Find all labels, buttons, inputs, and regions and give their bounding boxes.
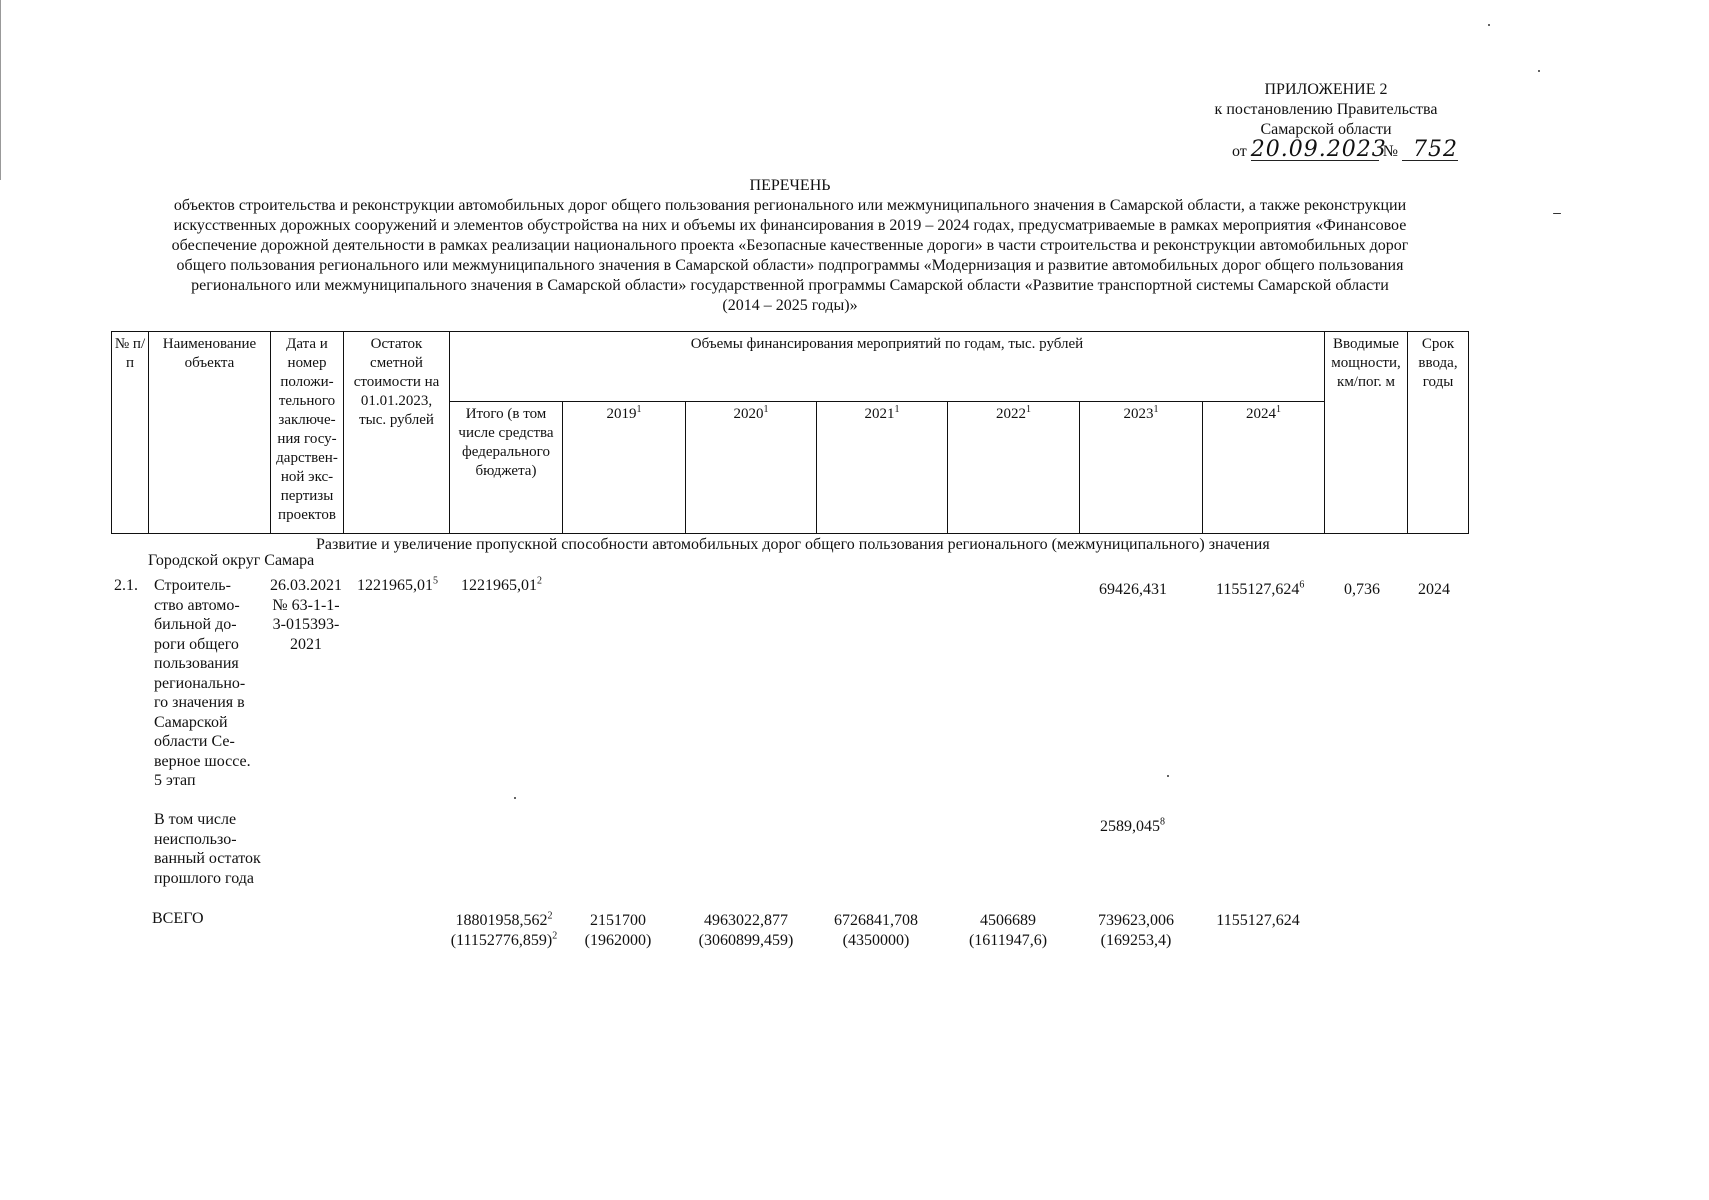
value: 1221965,01 — [357, 577, 433, 594]
scan-speck — [1538, 70, 1540, 72]
date-prefix: от — [1231, 143, 1247, 160]
row-number: 2.1. — [114, 577, 138, 594]
scan-speck — [1553, 213, 1561, 214]
header-num: № п/п — [112, 332, 149, 534]
section-title: Развитие и увеличение пропускной способности автомобильных дорог общего пользования регионального (межмуниципального) значения — [316, 536, 1270, 553]
value: 1155127,624 — [1216, 912, 1300, 929]
header-year — [1080, 402, 1203, 534]
remain-value — [357, 576, 438, 596]
name-line: Строитель- — [154, 577, 231, 594]
date-line: № 63-1-1- — [272, 596, 340, 614]
unused-remainder-label — [154, 810, 274, 888]
name-line: бильной до- — [154, 616, 237, 633]
value: 18801958,562 — [455, 912, 548, 929]
value: 4506689 — [980, 912, 1036, 929]
total-2020 — [686, 911, 806, 950]
name-line: ство автомо- — [154, 596, 240, 614]
appendix-line-2: Самарской области — [1260, 121, 1392, 138]
footnote: 2 — [552, 930, 558, 942]
name-line: области Се- — [154, 733, 235, 750]
year-label: 2020 — [733, 406, 764, 422]
header-year — [817, 402, 948, 534]
date-line: 3-015393- — [272, 616, 340, 633]
subtitle-line: регионального или межмуниципального значения в Самарской области» государственной программы Самарской области «Развитие транспортной системы Самарской области — [191, 277, 1389, 294]
header-year — [1203, 402, 1325, 534]
footnote: 1 — [1276, 404, 1281, 415]
header-date: Дата и номер положи-тельного заключе-ния госу-дарствен-ной экс-пертизы проектов — [271, 332, 344, 534]
year-label: 2019 — [606, 406, 637, 422]
footnote: 2 — [537, 575, 542, 587]
header-funding: Объемы финансирования мероприятий по годам, тыс. рублей — [450, 332, 1325, 402]
number-prefix: № — [1382, 143, 1398, 160]
y2024-value — [1216, 580, 1304, 600]
value: 2151700 — [590, 912, 646, 929]
value: 1221965,01 — [461, 577, 537, 594]
appendix-date-line — [1196, 137, 1458, 162]
fed-value: (1611947,6) — [968, 931, 1048, 949]
name-line: го значения в — [154, 694, 245, 711]
header-year — [563, 402, 686, 534]
fed-value: (1962000) — [584, 931, 652, 949]
header-year — [686, 402, 817, 534]
footnote: 1 — [636, 404, 642, 415]
scan-edge — [0, 0, 1, 180]
year-label: 2022 — [996, 406, 1026, 422]
value: 4963022,877 — [704, 912, 788, 929]
term-value: 2024 — [1418, 581, 1450, 598]
total-2024 — [1198, 911, 1318, 931]
appendix-line-1: к постановлению Правительства — [1214, 101, 1438, 118]
year-label: 2024 — [1246, 406, 1276, 422]
capacity-value: 0,736 — [1344, 581, 1380, 598]
expertise-date — [266, 576, 346, 654]
header-total: Итого (в том числе средства федерального бюджета) — [450, 402, 563, 534]
name-line: ванный остаток — [154, 850, 261, 867]
header-name: Наименование объекта — [149, 332, 271, 534]
document-heading: ПЕРЕЧЕНЬ — [749, 177, 831, 194]
name-line: регионально- — [154, 674, 246, 692]
fed-value: (11152776,859) — [450, 931, 553, 949]
appendix-block — [1196, 80, 1456, 162]
fed-value: (3060899,459) — [698, 931, 794, 949]
footnote: 6 — [1299, 579, 1305, 591]
name-line: верное шоссе. — [154, 752, 251, 770]
value: 6726841,708 — [834, 912, 918, 929]
scan-speck — [514, 797, 516, 799]
table-header — [111, 331, 1469, 534]
name-line: неиспользо- — [154, 830, 237, 848]
handwritten-number: 752 — [1402, 140, 1458, 161]
subtitle-line: объектов строительства и реконструкции автомобильных дорог общего пользования регионального или межмуниципального значения в Самарской области, а также реконструкции — [173, 197, 1407, 214]
header-remain: Остаток сметной стоимости на 01.01.2023, тыс. рублей — [344, 332, 450, 534]
total-value — [461, 576, 542, 596]
value: 1155127,624 — [1216, 581, 1300, 598]
year-label: 2021 — [864, 406, 895, 422]
total-2022 — [948, 911, 1068, 950]
footnote: 1 — [894, 404, 900, 415]
header-year — [948, 402, 1080, 534]
scan-speck — [1488, 24, 1490, 26]
unused-y2023-value — [1100, 817, 1165, 837]
subtitle-line: (2014 – 2025 годы)» — [722, 297, 858, 314]
date-line: 26.03.2021 — [270, 577, 342, 594]
total-2021 — [816, 911, 936, 950]
scan-speck — [1167, 775, 1169, 777]
footnote: 2 — [547, 910, 553, 922]
total-label: ВСЕГО — [152, 910, 204, 927]
name-line: пользования — [154, 655, 239, 672]
footnote: 5 — [433, 575, 438, 587]
date-line: 2021 — [290, 635, 322, 653]
value: 739623,006 — [1098, 912, 1174, 929]
name-line: Самарской — [154, 713, 228, 731]
value: 2589,045 — [1100, 818, 1160, 835]
name-line: 5 этап — [154, 772, 196, 789]
subtitle-line: искусственных дорожных сооружений и элементов обустройства на них и объемы их финансирования в 2019 – 2024 годах, предусматриваемые в рамках мероприятия «Финансовое — [173, 217, 1407, 234]
handwritten-date: 20.09.2023 — [1250, 137, 1387, 162]
header-capacity: Вводимые мощности, км/пог. м — [1325, 332, 1408, 534]
total-2019 — [570, 911, 666, 950]
footnote: 1 — [1153, 404, 1159, 415]
footnote: 8 — [1160, 816, 1165, 828]
footnote: 1 — [763, 404, 769, 415]
district-label: Городской округ Самара — [148, 552, 315, 569]
subtitle-line: обеспечение дорожной деятельности в рамках реализации национального проекта «Безопасные качественные дороги» в части строительства и реконструкции автомобильных дорог — [171, 237, 1409, 254]
name-line: роги общего — [154, 635, 239, 653]
subtitle-line: общего пользования регионального или межмуниципального значения в Самарской области» подпрограммы «Модернизация и развитие автомобильных дорог общего пользования — [176, 257, 1404, 274]
name-line: В том числе — [154, 811, 237, 828]
total-2023 — [1076, 911, 1196, 950]
object-name — [154, 576, 272, 791]
year-label: 2023 — [1123, 406, 1154, 422]
fed-value: (4350000) — [842, 931, 910, 949]
fed-value: (169253,4) — [1100, 931, 1172, 949]
document-title — [120, 176, 1460, 316]
footnote: 1 — [1026, 404, 1031, 415]
total-sum — [440, 911, 568, 950]
appendix-title: ПРИЛОЖЕНИЕ 2 — [1264, 81, 1388, 98]
name-line: прошлого года — [154, 869, 254, 887]
y2023-value: 69426,431 — [1099, 581, 1167, 598]
header-term: Срок ввода, годы — [1408, 332, 1469, 534]
